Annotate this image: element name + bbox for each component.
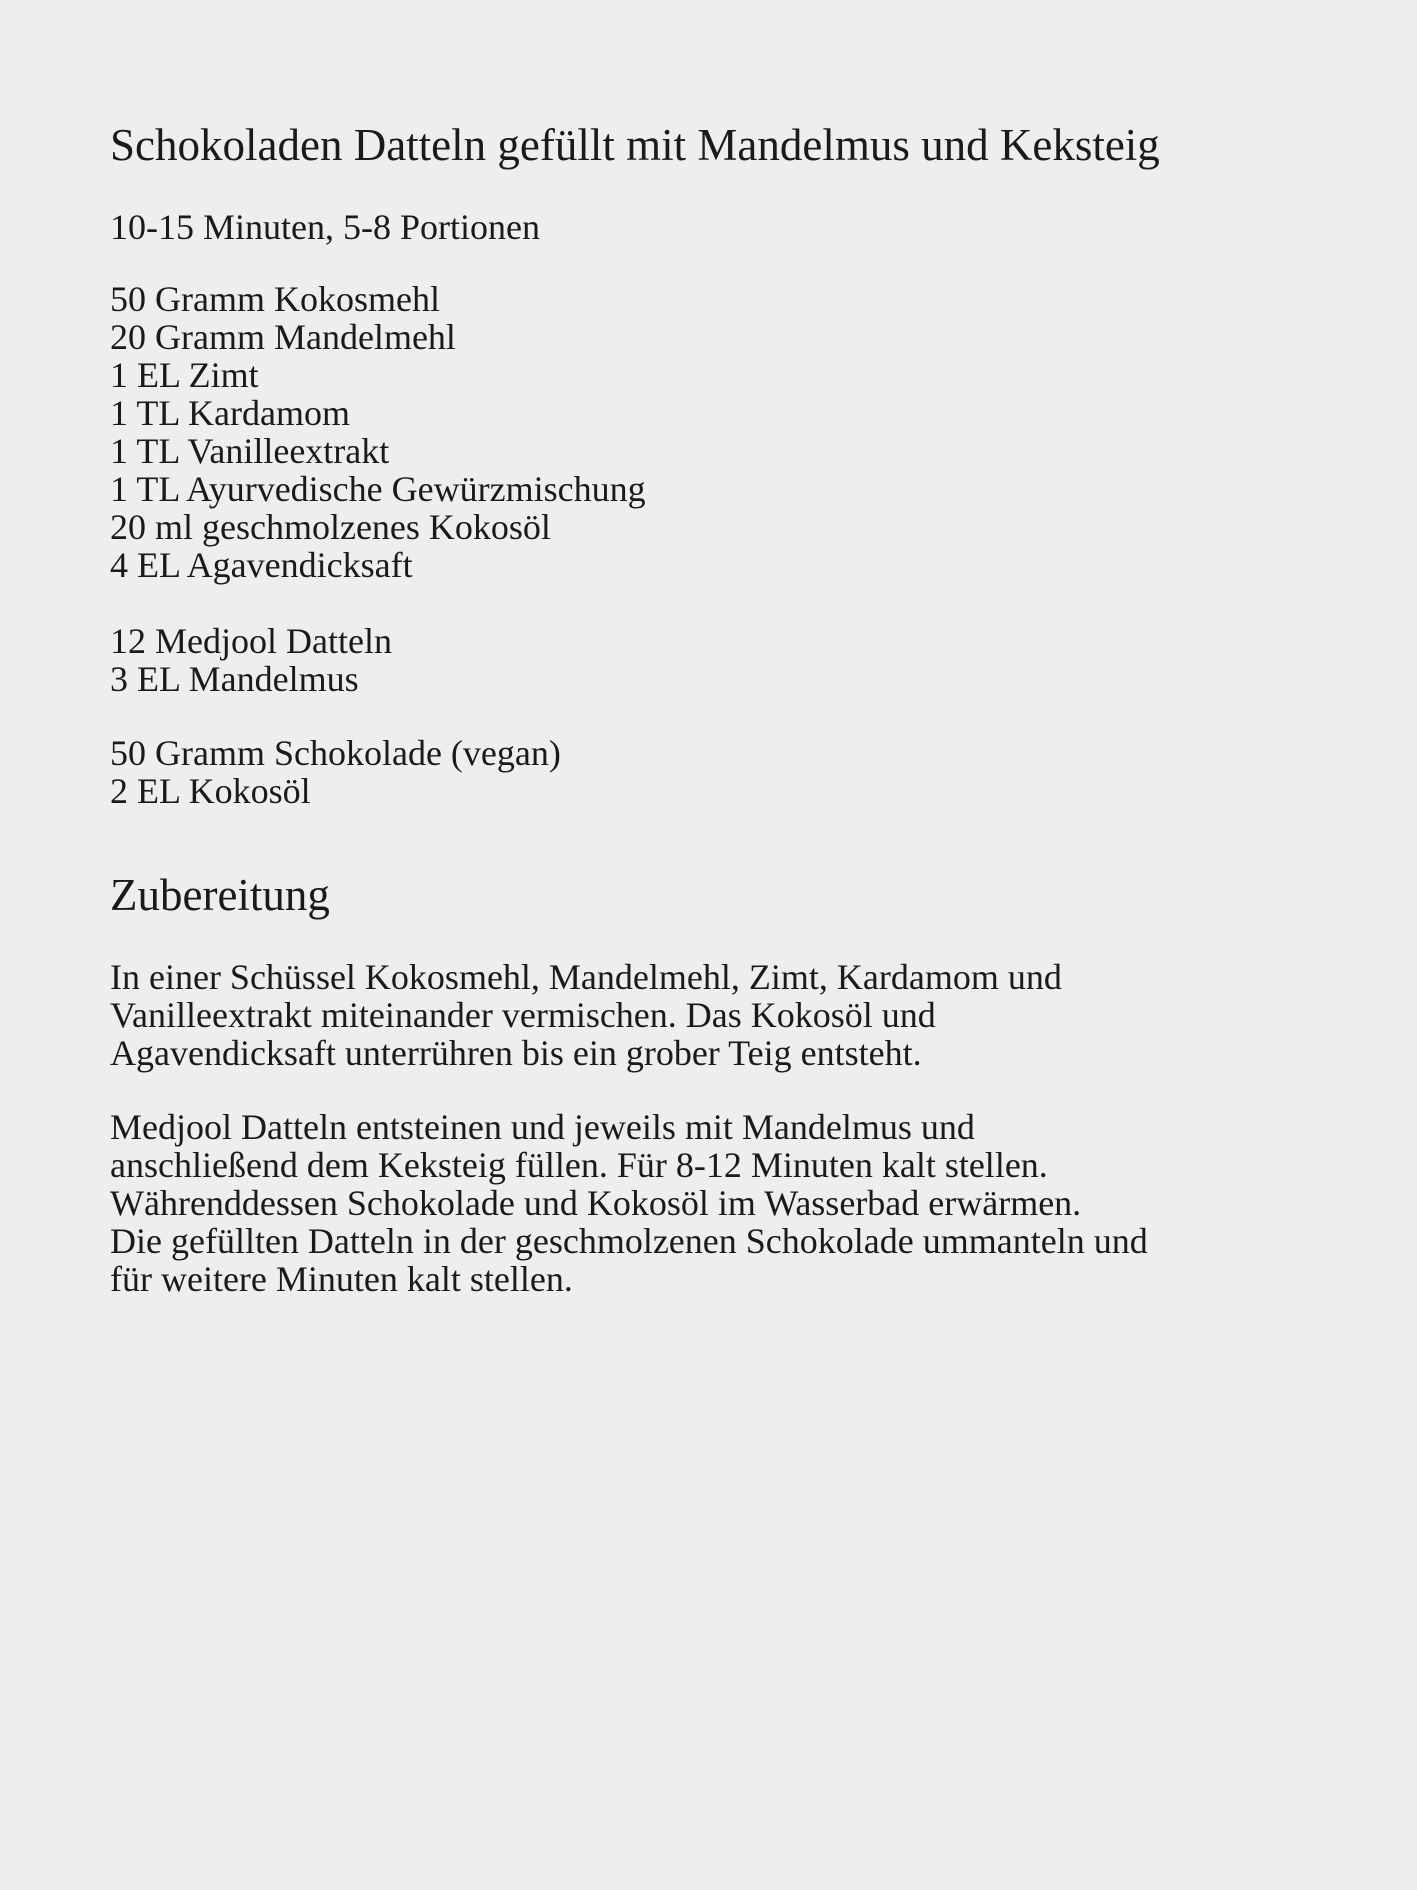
ingredient-item: 2 EL Kokosöl xyxy=(110,771,311,811)
ingredient-item: 1 TL Ayurvedische Gewürzmischung xyxy=(110,469,646,509)
recipe-page xyxy=(110,112,1340,1298)
ingredient-item: 1 EL Zimt xyxy=(110,355,259,395)
ingredient-item: 12 Medjool Datteln xyxy=(110,621,392,661)
preparation-heading: Zubereitung xyxy=(110,870,330,920)
ingredient-item: 1 TL Vanilleextrakt xyxy=(110,431,390,471)
ingredient-item: 20 ml geschmolzenes Kokosöl xyxy=(110,507,551,547)
preparation-step: In einer Schüssel Kokosmehl, Mandelmehl, Zimt, Kardamom und Vanilleextrakt miteinander vermischen. Das Kokosöl und Agavendicksaft unterrühren bis ein grober Teig entsteht. xyxy=(110,957,1062,1073)
recipe-title: Schokoladen Datteln gefüllt mit Mandelmus und Keksteig xyxy=(110,120,1160,170)
ingredient-group-dates xyxy=(110,622,1340,698)
ingredient-group-chocolate xyxy=(110,734,1340,810)
ingredient-item: 20 Gramm Mandelmehl xyxy=(110,317,456,357)
ingredient-item: 3 EL Mandelmus xyxy=(110,659,359,699)
ingredient-item: 4 EL Agavendicksaft xyxy=(110,545,413,585)
preparation-step: Medjool Datteln entsteinen und jeweils mit Mandelmus und anschließend dem Keksteig füllen. Für 8-12 Minuten kalt stellen. Währenddessen Schokolade und Kokosöl im Wasserbad erwärmen. Die gefüllten Datteln in der geschmolzenen Schokolade ummanteln und für weitere Minuten kalt stellen. xyxy=(110,1107,1148,1299)
recipe-meta: 10-15 Minuten, 5-8 Portionen xyxy=(110,207,540,247)
ingredient-item: 50 Gramm Schokolade (vegan) xyxy=(110,733,561,773)
ingredient-item: 1 TL Kardamom xyxy=(110,393,350,433)
ingredient-group-dough xyxy=(110,280,1340,584)
ingredient-item: 50 Gramm Kokosmehl xyxy=(110,279,440,319)
